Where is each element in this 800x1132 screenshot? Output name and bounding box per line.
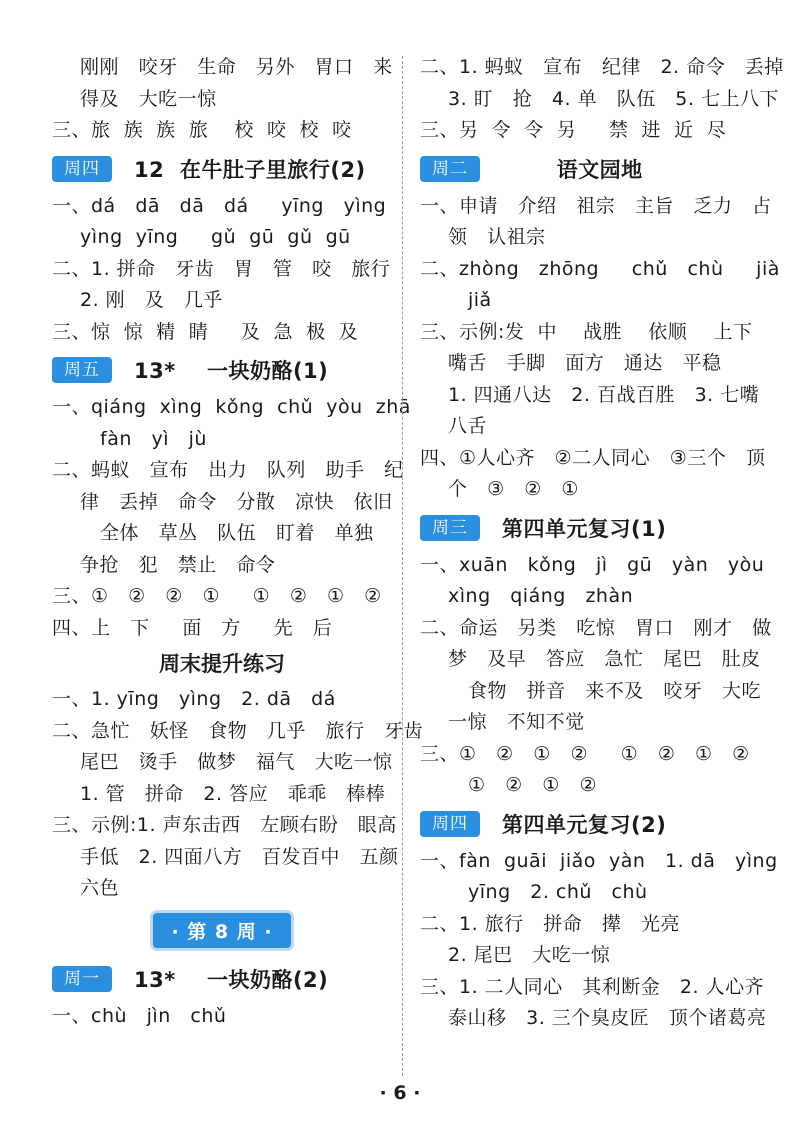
column-divider <box>402 56 403 1076</box>
answer-line: 3. 盯 抢 4. 单 队伍 5. 七上八下 <box>448 87 779 110</box>
section-header <box>52 959 392 999</box>
answer-line: 二、1. 旅行 拼命 撵 光亮 <box>420 912 681 935</box>
answer-line: 一、chù jìn chǔ <box>52 1004 227 1027</box>
answer-line: 二、1. 蚂蚁 宣布 纪律 2. 命令 丢掉 <box>420 56 784 78</box>
answer-line: 争抢 犯 禁止 命令 <box>80 553 276 576</box>
day-badge: 周二 <box>420 156 480 182</box>
answer-line: 泰山移 3. 三个臭皮匠 顶个诸葛亮 <box>448 1007 767 1029</box>
answer-line: 刚刚 咬牙 生命 另外 胃口 来 <box>80 56 393 78</box>
day-badge: 周五 <box>52 357 112 383</box>
answer-line: 三、示例:发 中 战胜 依顺 上下 <box>420 320 753 343</box>
section-header <box>52 350 392 390</box>
answer-line: 一、1. yīng yìng 2. dā dá <box>52 688 336 710</box>
day-badge: 周三 <box>420 515 480 541</box>
answer-line: 三、1. 二人同心 其利断金 2. 人心齐 <box>420 975 765 998</box>
answer-line: yīng 2. chǔ chù <box>468 881 648 903</box>
answer-line: 一、qiáng xìng kǒng chǔ yòu zhā <box>52 396 411 418</box>
week-label: · 第 8 周 · <box>153 913 290 948</box>
answer-line: 二、命运 另类 吃惊 胃口 刚才 做 <box>420 616 772 639</box>
answer-line: 手低 2. 四面八方 百发百中 五颜 <box>80 845 399 868</box>
answer-line: 嘴舌 手脚 面方 通达 平稳 <box>448 352 722 374</box>
right-column <box>420 52 784 1035</box>
answer-line: 1. 四通八达 2. 百战百胜 3. 七嘴 <box>448 383 760 406</box>
lesson-title: 第四单元复习(2) <box>502 812 667 837</box>
answer-line: 领 认祖宗 <box>448 226 546 248</box>
answer-line: 四、①人心齐 ②二人同心 ③三个 顶 <box>420 446 766 469</box>
answer-line: 一惊 不知不觉 <box>448 711 585 733</box>
answer-line: 律 丢掉 命令 分散 凉快 依旧 <box>80 490 393 513</box>
answer-line: 一、xuān kǒng jì gū yàn yòu <box>420 553 765 576</box>
answer-line: 2. 刚 及 几乎 <box>80 289 223 311</box>
weekend-practice-title: 周末提升练习 <box>159 652 285 676</box>
section-header <box>52 149 392 189</box>
answer-line: ① ② ① ② <box>468 774 597 796</box>
answer-line: yìng yīng gǔ gū gǔ gū <box>80 226 351 248</box>
answer-line: 一、fàn guāi jiǎo yàn 1. dā yìng <box>420 849 778 872</box>
day-badge: 周一 <box>52 966 112 992</box>
day-badge: 周四 <box>420 811 480 837</box>
answer-line: 六色 <box>80 877 120 899</box>
answer-line: 三、惊 惊 精 睛 及 急 极 及 <box>52 320 359 343</box>
answer-line: jiǎ <box>468 289 492 311</box>
lesson-title: 12 在牛肚子里旅行(2) <box>134 157 366 182</box>
answer-line: 三、① ② ② ① ① ② ① ② <box>52 585 382 607</box>
answer-line: 1. 管 拼命 2. 答应 乖乖 棒棒 <box>80 782 386 805</box>
lesson-title: 13* 一块奶酪(1) <box>134 359 329 383</box>
answer-line: 得及 大吃一惊 <box>80 87 217 110</box>
answer-line: 全体 草丛 队伍 盯着 单独 <box>100 522 374 544</box>
left-column <box>52 52 424 1032</box>
answer-line: 三、另 令 令 另 禁 进 近 尽 <box>420 119 727 141</box>
answer-line: 四、上 下 面 方 先 后 <box>52 616 333 639</box>
answer-line: 一、申请 介绍 祖宗 主旨 乏力 占 <box>420 194 772 217</box>
answer-line: 三、示例:1. 声东击西 左顾右盼 眼高 <box>52 814 397 836</box>
answer-line: 二、zhòng zhōng chǔ chù jià <box>420 257 780 280</box>
answer-line: 三、① ② ① ② ① ② ① ② <box>420 742 750 765</box>
section-header <box>420 149 760 189</box>
answer-line: 一、dá dā dā dá yīng yìng <box>52 194 387 217</box>
answer-line: 三、旅 族 族 旅 校 咬 校 咬 <box>52 119 352 141</box>
answer-line: 尾巴 烫手 做梦 福气 大吃一惊 <box>80 751 393 773</box>
answer-line: 2. 尾巴 大吃一惊 <box>448 944 611 966</box>
lesson-title: 13* 一块奶酪(2) <box>134 967 329 992</box>
answer-line: 食物 拼音 来不及 咬牙 大吃 <box>468 679 761 702</box>
day-badge: 周四 <box>52 156 112 182</box>
answer-line: fàn yì jù <box>100 427 207 450</box>
lesson-title: 语文园地 <box>502 157 643 182</box>
section-header <box>420 508 760 548</box>
page-number: · 6 · <box>379 1082 421 1104</box>
answer-line: 二、急忙 妖怪 食物 几乎 旅行 牙齿 <box>52 719 424 742</box>
answer-line: 梦 及早 答应 急忙 尾巴 肚皮 <box>448 648 761 670</box>
week-banner <box>52 905 392 957</box>
answer-line: 二、1. 拼命 牙齿 胃 管 咬 旅行 <box>52 257 391 280</box>
section-header <box>420 804 760 844</box>
answer-line: 个 ③ ② ① <box>448 478 579 500</box>
lesson-title: 第四单元复习(1) <box>502 516 667 541</box>
answer-line: 八舌 <box>448 415 488 437</box>
answer-line: xìng qiáng zhàn <box>448 585 634 607</box>
answer-line: 二、蚂蚁 宣布 出力 队列 助手 纪 <box>52 459 404 481</box>
